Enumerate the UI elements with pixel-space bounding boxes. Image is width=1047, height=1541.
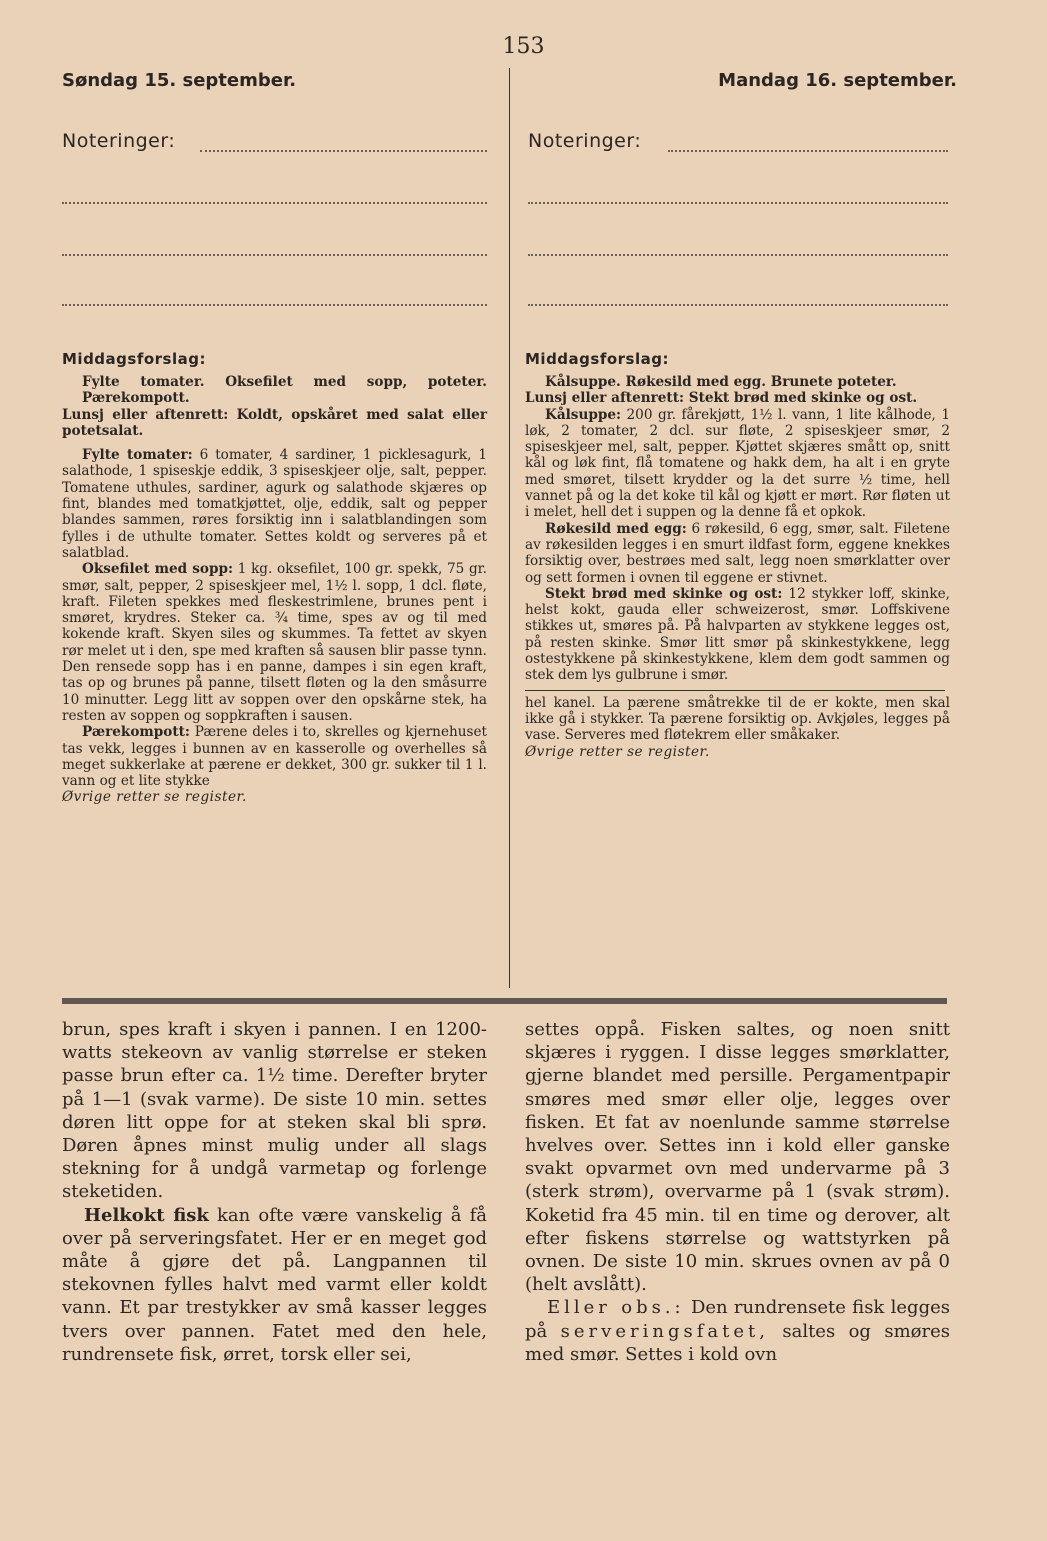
recipe-title: Oksefilet med sopp: [82,561,234,578]
recipe-paerekompott [62,724,487,789]
recipe-kalsuppe [525,407,950,521]
menu-line-right: Kålsuppe. Røkesild med egg. Brunete poteter. [545,374,897,390]
paragraph-helkokt-fisk [62,1204,487,1366]
bottom-text-left [62,1018,487,1366]
left-menu-column [62,350,487,806]
right-menu-column [525,350,950,760]
notes-line-left-4 [62,302,487,306]
lunsj-line-left: Lunsj eller aftenrett: Koldt, opskåret med salat eller potetsalat. [62,406,487,439]
notes-line-right-4 [528,302,948,306]
lunsj-label: Lunsj eller aftenrett: [525,390,685,407]
register-note-right: Øvrige retter se register. [525,743,710,760]
notes-line-left-3 [62,252,487,256]
paragraph-eller-obs [525,1296,950,1366]
recipe-text: 200 gr. fårekjøtt, 1½ l. vann, 1 lite kålhode, 1 løk, 2 tomater, 2 dcl. sur fløte, 2 spiseskjeer smør, 2 spiseskjeer mel, salt, pepper. Kjøttet skjæres smått op, snitt kål og løk fint, flå tomatene og hakk dem, ha alt i en gryte med smøret, tilsett krydder og la det surre ½ time, hell vannet på og la det koke til kål og kjøtt er mørt. Rør fløten ut i melet, hell det i suppen og la denne få et opkok. [525,406,950,521]
term-eller-obs: Eller obs.: [547,1297,685,1319]
date-left: Søndag 15. september. [62,70,297,91]
recipe-text: Pærene deles i to, skrelles og kjernehuset tas vekk, legges i bunnen av en kasserolle og overhelles så meget sukkerlake at pærene er dekket, 300 gr. sukker til 1 l. vann og et lite stykke [62,724,487,790]
bottom-text-right [525,1018,950,1366]
page-number: 153 [502,34,545,59]
middag-label-left: Middagsforslag: [62,350,206,368]
recipe-title: Røkesild med egg: [545,520,687,537]
recipe-title: Kålsuppe: [545,406,622,423]
lunsj-line-right [525,390,950,406]
paragraph-text: Den rundrensete fisk legges på [525,1297,950,1342]
notes-line-right-3 [528,252,948,256]
recipe-text: 6 røkesild, 6 egg, smør, salt. Filetene av røkesilden legges i en smurt ildfast form, eggene knekkes forsiktig over, bestrøes med salt, legg noen smørklatter over og sett formen i ovnen til eggene er stivnet. [525,520,950,586]
recipe-title: Fylte tomater: [82,447,193,464]
paragraph-text: kan ofte være vanskelig å få over på serveringsfatet. Her er en meget god måte å gjøre det på. Langpannen til stekovnen fylles halvt med varmt eller koldt vann. Et par trestykker av små kasser legges tvers over pannen. Fatet med den hele, rundrensete fisk, ørret, torsk eller sei, [62,1204,487,1365]
recipe-text: 1 kg. oksefilet, 100 gr. spekk, 75 gr. smør, salt, pepper, 2 spiseskjeer mel, 1½ l. sopp, 1 dcl. fløte, kraft. Fileten spekkes med fleskestrimlene, brunes pent i smøret, krydres. Steker ca. ¾ time, spes av og til med kokende kraft. Skyen siles og skummes. Ta fettet av skyen rør melet ut i den, spe med kraften så sausen blir passe tynn. Den rensede sopp has i en panne, dampes i sin egen kraft, tas op og brunes på panne, tilsett fløten og la den småsurre 10 minutter. Legg litt av soppen over den opskårne stek, ha resten av soppen og soppkraften i sausen. [62,561,487,724]
paragraph: settes oppå. Fisken saltes, og noen snitt skjæres i ryggen. I disse legges smørklatter, gjerne blandet med persille. Pergamentpapir smøres med smør eller olje, legges over fisken. Et fat av noenlunde samme størrelse hvelves over. Settes inn i kold eller ganske svakt opvarmet ovn med undervarme på 3 (sterk strøm), overvarme på 1 (svak strøm). Koketid fra 45 min. til en time og derover, alt efter fiskens størrelse og wattstyrken på ovnen. De siste 10 min. skrues ovnen av på 0 (helt avslått). [525,1019,950,1296]
continuation-rule [525,690,945,691]
recipe-stekt-brod [525,586,950,684]
recipe-oksefilet [62,561,487,724]
notes-label-left: Noteringer: [62,130,176,152]
recipe-title: Stekt brød med skinke og ost: [545,585,783,602]
recipe-text: 12 stykker loff, skinke, helst kokt, gauda eller schweizerost, smør. Loffskivene stikkes ut, smøres på. På halvparten av stykkene legges ost, på resten skinke. Smør litt smør på skinkestykkene, legg ostestykkene på skinkestykkene, klem dem godt sammen og stek dem lys gulbrune i smør. [525,585,950,684]
notes-line-left-1 [200,148,487,152]
notes-line-left-2 [62,200,487,204]
term-serveringsfatet: serveringsfatet, [560,1320,769,1342]
date-right: Mandag 16. september. [718,70,957,91]
paragraph-text-2: saltes og smøres med smør. Settes i kold ovn [525,1320,950,1365]
menu-line-left: Fylte tomater. Oksefilet med sopp, poteter. Pærekompott. [82,374,487,407]
paragraph: brun, spes kraft i skyen i pannen. I en 1200-watts stekeovn av vanlig størrelse er steken passe brun efter ca. 1½ time. Derefter bryter på 1—1 (svak varme). De siste 10 min. settes døren litt oppe for at steken skal bli sprø. Døren åpnes minst mulig under all slags stekning for å undgå varmetap og forlenge steketiden. [62,1019,487,1203]
recipe-title: Pærekompott: [82,724,190,741]
continuation-text: hel kanel. La pærene småtrekke til de er kokte, men skal ikke gå i stykker. Ta pærene forsiktig op. Avkjøles, legges på vase. Serveres med fløtekrem eller småkaker. [525,694,950,744]
middag-label-right: Middagsforslag: [525,350,669,368]
register-note-left: Øvrige retter se register. [62,789,247,806]
lunsj-text: Stekt brød med skinke og ost. [688,390,918,407]
notes-line-right-2 [528,200,948,204]
recipe-text: 6 tomater, 4 sardiner, 1 picklesagurk, 1 salathode, 1 spiseskje eddik, 3 spiseskjeer olje, salt, pepper. Tomatene uthules, sardiner, agurk og salathode skjæres op fint, blandes med tomatkjøttet, olje, eddik, salt og pepper blandes sammen, røres forsiktig inn i salatblandingen som fylles i de uthulte tomater. Settes koldt og serveres på et salatblad. [62,447,487,561]
notes-label-right: Noteringer: [528,130,642,152]
term-helkokt-fisk: Helkokt fisk [84,1204,209,1226]
recipe-fylte-tomater [62,447,487,561]
page-divider-bar [62,998,947,1004]
recipe-rokesild [525,521,950,586]
notes-line-right-1 [668,148,948,152]
column-divider [509,68,510,988]
